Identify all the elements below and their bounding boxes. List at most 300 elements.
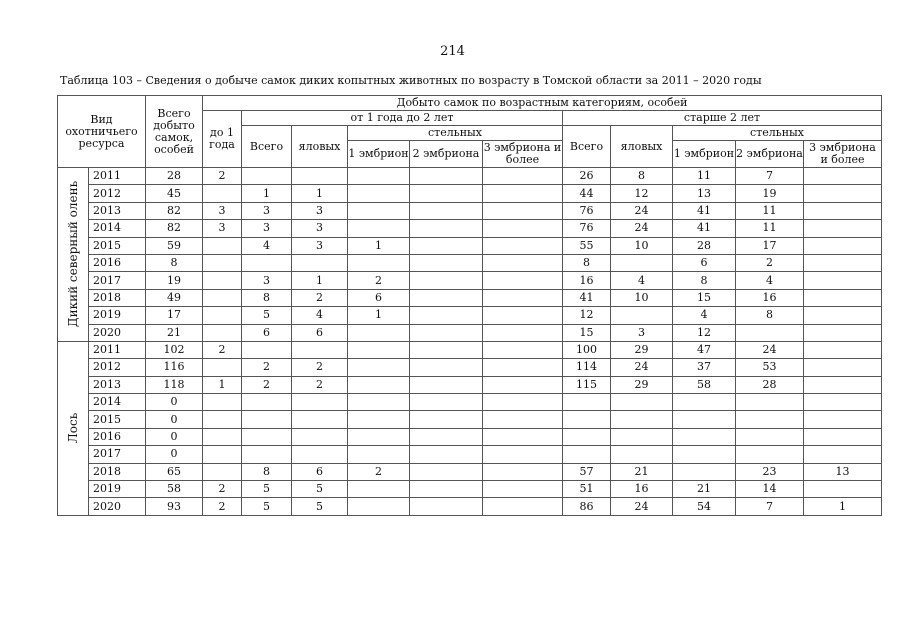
value-cell: 0	[146, 394, 203, 411]
value-cell	[483, 463, 563, 480]
value-cell	[804, 376, 882, 393]
year-cell: 2020	[89, 498, 146, 515]
species-cell	[58, 341, 89, 515]
value-cell	[483, 411, 563, 428]
value-cell	[804, 411, 882, 428]
value-cell	[348, 411, 410, 428]
table-row	[58, 481, 882, 498]
value-cell: 6	[242, 324, 292, 341]
value-cell: 4	[292, 307, 348, 324]
value-cell	[292, 394, 348, 411]
value-cell	[410, 307, 483, 324]
value-cell	[348, 341, 410, 358]
header-from1to2: от 1 года до 2 лет	[242, 111, 563, 126]
value-cell	[804, 324, 882, 341]
table-row	[58, 289, 882, 306]
value-cell	[203, 463, 242, 480]
value-cell: 2	[736, 254, 804, 271]
header-all-young: Всего	[242, 126, 292, 168]
value-cell	[348, 202, 410, 219]
value-cell: 4	[673, 307, 736, 324]
value-cell	[483, 307, 563, 324]
value-cell: 45	[146, 185, 203, 202]
table-row	[58, 428, 882, 445]
value-cell	[292, 254, 348, 271]
value-cell: 1	[292, 185, 348, 202]
value-cell: 3	[292, 202, 348, 219]
value-cell: 1	[804, 498, 882, 515]
value-cell	[736, 394, 804, 411]
header-total: Всего добыто самок, особей	[146, 96, 203, 168]
year-cell: 2015	[89, 237, 146, 254]
table-row	[58, 394, 882, 411]
value-cell	[242, 446, 292, 463]
table-row	[58, 202, 882, 219]
value-cell: 3	[292, 220, 348, 237]
value-cell	[563, 446, 611, 463]
value-cell: 82	[146, 220, 203, 237]
header-emb1-young: 1 эмбрион	[348, 141, 410, 168]
value-cell: 93	[146, 498, 203, 515]
value-cell: 7	[736, 498, 804, 515]
value-cell: 4	[736, 272, 804, 289]
value-cell	[292, 428, 348, 445]
value-cell	[563, 394, 611, 411]
value-cell: 19	[146, 272, 203, 289]
value-cell	[563, 411, 611, 428]
value-cell: 2	[203, 341, 242, 358]
year-cell: 2013	[89, 376, 146, 393]
value-cell	[203, 394, 242, 411]
harvest-table	[57, 95, 882, 516]
year-cell: 2019	[89, 481, 146, 498]
value-cell: 118	[146, 376, 203, 393]
value-cell	[348, 498, 410, 515]
value-cell: 1	[348, 307, 410, 324]
value-cell	[804, 359, 882, 376]
header-emb1-adult: 1 эмбрион	[673, 141, 736, 168]
table-row	[58, 220, 882, 237]
value-cell: 53	[736, 359, 804, 376]
value-cell: 3	[242, 202, 292, 219]
value-cell	[804, 202, 882, 219]
value-cell	[736, 324, 804, 341]
value-cell	[242, 394, 292, 411]
value-cell	[410, 341, 483, 358]
value-cell: 55	[563, 237, 611, 254]
value-cell: 14	[736, 481, 804, 498]
value-cell	[203, 185, 242, 202]
value-cell	[410, 168, 483, 185]
value-cell: 82	[146, 202, 203, 219]
value-cell: 6	[292, 463, 348, 480]
year-cell: 2012	[89, 359, 146, 376]
value-cell: 5	[242, 498, 292, 515]
year-cell: 2019	[89, 307, 146, 324]
value-cell	[410, 289, 483, 306]
value-cell	[804, 307, 882, 324]
value-cell	[348, 481, 410, 498]
header-harvested: Добыто самок по возрастным категориям, особей	[203, 96, 882, 111]
value-cell: 2	[242, 359, 292, 376]
value-cell: 13	[804, 463, 882, 480]
header-pregnant-young: стельных	[348, 126, 563, 141]
value-cell: 1	[242, 185, 292, 202]
value-cell: 44	[563, 185, 611, 202]
value-cell	[673, 394, 736, 411]
value-cell: 57	[563, 463, 611, 480]
year-cell: 2011	[89, 168, 146, 185]
value-cell	[410, 498, 483, 515]
value-cell	[410, 481, 483, 498]
value-cell: 4	[242, 237, 292, 254]
value-cell: 24	[611, 220, 673, 237]
value-cell	[804, 220, 882, 237]
header-over2: старше 2 лет	[563, 111, 882, 126]
value-cell: 8	[146, 254, 203, 271]
value-cell: 16	[563, 272, 611, 289]
value-cell: 49	[146, 289, 203, 306]
value-cell	[611, 428, 673, 445]
value-cell: 8	[673, 272, 736, 289]
value-cell: 3	[203, 220, 242, 237]
value-cell: 24	[611, 202, 673, 219]
value-cell: 2	[292, 359, 348, 376]
value-cell: 58	[673, 376, 736, 393]
value-cell	[203, 254, 242, 271]
value-cell	[292, 341, 348, 358]
value-cell: 2	[292, 289, 348, 306]
value-cell	[483, 185, 563, 202]
value-cell: 3	[242, 220, 292, 237]
value-cell: 5	[242, 307, 292, 324]
table-row	[58, 237, 882, 254]
value-cell	[804, 341, 882, 358]
value-cell	[483, 481, 563, 498]
value-cell	[736, 428, 804, 445]
value-cell	[410, 185, 483, 202]
species-label: Дикий северный олень	[66, 181, 80, 328]
value-cell: 5	[242, 481, 292, 498]
value-cell: 8	[242, 289, 292, 306]
year-cell: 2018	[89, 463, 146, 480]
value-cell: 8	[736, 307, 804, 324]
year-cell: 2016	[89, 428, 146, 445]
value-cell	[804, 481, 882, 498]
value-cell: 1	[292, 272, 348, 289]
year-cell: 2017	[89, 446, 146, 463]
value-cell	[410, 237, 483, 254]
year-cell: 2014	[89, 394, 146, 411]
header-emb2-adult: 2 эмбриона	[736, 141, 804, 168]
table-row	[58, 376, 882, 393]
value-cell	[563, 428, 611, 445]
value-cell	[736, 411, 804, 428]
value-cell: 29	[611, 341, 673, 358]
value-cell	[348, 185, 410, 202]
value-cell: 41	[563, 289, 611, 306]
value-cell	[611, 411, 673, 428]
value-cell: 8	[563, 254, 611, 271]
value-cell: 86	[563, 498, 611, 515]
value-cell: 16	[611, 481, 673, 498]
value-cell: 5	[292, 481, 348, 498]
value-cell: 29	[611, 376, 673, 393]
value-cell	[483, 428, 563, 445]
value-cell	[483, 394, 563, 411]
value-cell	[673, 411, 736, 428]
value-cell	[804, 168, 882, 185]
value-cell	[804, 428, 882, 445]
header-pregnant-adult: стельных	[673, 126, 882, 141]
value-cell	[483, 202, 563, 219]
value-cell	[410, 272, 483, 289]
value-cell: 19	[736, 185, 804, 202]
value-cell: 10	[611, 237, 673, 254]
value-cell: 3	[242, 272, 292, 289]
value-cell	[673, 463, 736, 480]
value-cell: 24	[611, 359, 673, 376]
year-cell: 2013	[89, 202, 146, 219]
header-emb2-young: 2 эмбриона	[410, 141, 483, 168]
value-cell: 2	[242, 376, 292, 393]
table-row	[58, 498, 882, 515]
value-cell	[203, 289, 242, 306]
value-cell	[410, 220, 483, 237]
value-cell: 7	[736, 168, 804, 185]
value-cell: 13	[673, 185, 736, 202]
year-cell: 2012	[89, 185, 146, 202]
value-cell	[203, 411, 242, 428]
value-cell: 28	[146, 168, 203, 185]
value-cell: 16	[736, 289, 804, 306]
value-cell: 15	[673, 289, 736, 306]
value-cell: 47	[673, 341, 736, 358]
value-cell	[673, 446, 736, 463]
value-cell: 115	[563, 376, 611, 393]
value-cell	[292, 446, 348, 463]
value-cell: 5	[292, 498, 348, 515]
value-cell	[242, 428, 292, 445]
table-row	[58, 185, 882, 202]
value-cell	[348, 324, 410, 341]
value-cell	[292, 411, 348, 428]
value-cell	[203, 307, 242, 324]
table-body	[58, 168, 882, 516]
value-cell	[483, 237, 563, 254]
value-cell: 12	[563, 307, 611, 324]
year-cell: 2020	[89, 324, 146, 341]
value-cell	[348, 168, 410, 185]
species-cell	[58, 168, 89, 342]
value-cell: 2	[203, 481, 242, 498]
value-cell: 28	[736, 376, 804, 393]
value-cell	[611, 446, 673, 463]
value-cell	[203, 428, 242, 445]
value-cell	[348, 254, 410, 271]
value-cell	[483, 220, 563, 237]
value-cell	[483, 359, 563, 376]
value-cell	[348, 446, 410, 463]
table-row	[58, 446, 882, 463]
table-header	[58, 96, 882, 168]
value-cell	[410, 446, 483, 463]
table-row	[58, 307, 882, 324]
value-cell: 15	[563, 324, 611, 341]
header-under1: до 1 года	[203, 111, 242, 168]
value-cell: 21	[673, 481, 736, 498]
value-cell: 12	[673, 324, 736, 341]
value-cell: 24	[611, 498, 673, 515]
table-row	[58, 168, 882, 185]
value-cell: 3	[611, 324, 673, 341]
value-cell: 76	[563, 220, 611, 237]
value-cell: 76	[563, 202, 611, 219]
value-cell: 11	[736, 202, 804, 219]
value-cell	[203, 359, 242, 376]
value-cell: 11	[673, 168, 736, 185]
value-cell	[483, 498, 563, 515]
header-species: Вид охотничьего ресурса	[58, 96, 146, 168]
value-cell	[410, 254, 483, 271]
value-cell: 21	[611, 463, 673, 480]
value-cell	[242, 168, 292, 185]
value-cell	[410, 428, 483, 445]
header-emb3-adult: 3 эмбриона и более	[804, 141, 882, 168]
value-cell	[242, 254, 292, 271]
table-row	[58, 341, 882, 358]
value-cell	[673, 428, 736, 445]
value-cell	[483, 446, 563, 463]
value-cell: 1	[348, 237, 410, 254]
value-cell	[736, 446, 804, 463]
value-cell	[348, 428, 410, 445]
table-row	[58, 411, 882, 428]
value-cell: 41	[673, 202, 736, 219]
value-cell	[410, 376, 483, 393]
value-cell	[804, 185, 882, 202]
value-cell: 23	[736, 463, 804, 480]
value-cell	[483, 168, 563, 185]
value-cell	[348, 394, 410, 411]
value-cell: 2	[203, 168, 242, 185]
value-cell: 116	[146, 359, 203, 376]
value-cell: 37	[673, 359, 736, 376]
value-cell	[410, 411, 483, 428]
year-cell: 2018	[89, 289, 146, 306]
value-cell	[348, 359, 410, 376]
value-cell	[410, 463, 483, 480]
value-cell: 17	[146, 307, 203, 324]
value-cell: 6	[292, 324, 348, 341]
value-cell: 58	[146, 481, 203, 498]
table-row	[58, 272, 882, 289]
value-cell: 1	[203, 376, 242, 393]
value-cell: 10	[611, 289, 673, 306]
value-cell	[483, 341, 563, 358]
value-cell: 2	[292, 376, 348, 393]
value-cell: 6	[348, 289, 410, 306]
value-cell	[611, 394, 673, 411]
species-label: Лось	[66, 413, 80, 444]
value-cell: 54	[673, 498, 736, 515]
value-cell: 12	[611, 185, 673, 202]
value-cell: 8	[242, 463, 292, 480]
value-cell: 0	[146, 428, 203, 445]
value-cell: 3	[203, 202, 242, 219]
value-cell	[804, 237, 882, 254]
value-cell	[611, 307, 673, 324]
value-cell	[203, 446, 242, 463]
header-barren-adult: яловых	[611, 126, 673, 168]
value-cell	[203, 272, 242, 289]
value-cell: 65	[146, 463, 203, 480]
value-cell: 28	[673, 237, 736, 254]
value-cell: 114	[563, 359, 611, 376]
year-cell: 2017	[89, 272, 146, 289]
value-cell: 102	[146, 341, 203, 358]
value-cell	[804, 254, 882, 271]
year-cell: 2015	[89, 411, 146, 428]
value-cell: 59	[146, 237, 203, 254]
value-cell: 6	[673, 254, 736, 271]
value-cell: 11	[736, 220, 804, 237]
value-cell	[804, 272, 882, 289]
value-cell	[483, 324, 563, 341]
header-barren-young: яловых	[292, 126, 348, 168]
value-cell	[242, 341, 292, 358]
value-cell	[203, 237, 242, 254]
table-row	[58, 324, 882, 341]
value-cell	[804, 394, 882, 411]
value-cell: 4	[611, 272, 673, 289]
value-cell: 51	[563, 481, 611, 498]
table-caption: Таблица 103 – Сведения о добыче самок диких копытных животных по возрасту в Томской области за 2011 – 2020 годы	[60, 74, 762, 87]
value-cell	[483, 254, 563, 271]
value-cell	[348, 376, 410, 393]
value-cell	[483, 376, 563, 393]
header-emb3-young: 3 эмбриона и более	[483, 141, 562, 166]
table-row	[58, 254, 882, 271]
value-cell: 8	[611, 168, 673, 185]
value-cell	[611, 254, 673, 271]
value-cell	[292, 168, 348, 185]
table-row	[58, 463, 882, 480]
value-cell: 3	[292, 237, 348, 254]
header-all-adult: Всего	[563, 126, 611, 168]
value-cell	[410, 359, 483, 376]
value-cell	[804, 446, 882, 463]
year-cell: 2014	[89, 220, 146, 237]
value-cell	[483, 272, 563, 289]
value-cell: 0	[146, 446, 203, 463]
year-cell: 2011	[89, 341, 146, 358]
value-cell: 24	[736, 341, 804, 358]
value-cell	[410, 394, 483, 411]
table-row	[58, 359, 882, 376]
value-cell	[348, 220, 410, 237]
value-cell: 17	[736, 237, 804, 254]
value-cell	[242, 411, 292, 428]
value-cell: 2	[348, 272, 410, 289]
value-cell	[483, 289, 563, 306]
value-cell	[410, 202, 483, 219]
value-cell: 0	[146, 411, 203, 428]
value-cell: 41	[673, 220, 736, 237]
value-cell: 100	[563, 341, 611, 358]
value-cell: 2	[203, 498, 242, 515]
value-cell: 26	[563, 168, 611, 185]
